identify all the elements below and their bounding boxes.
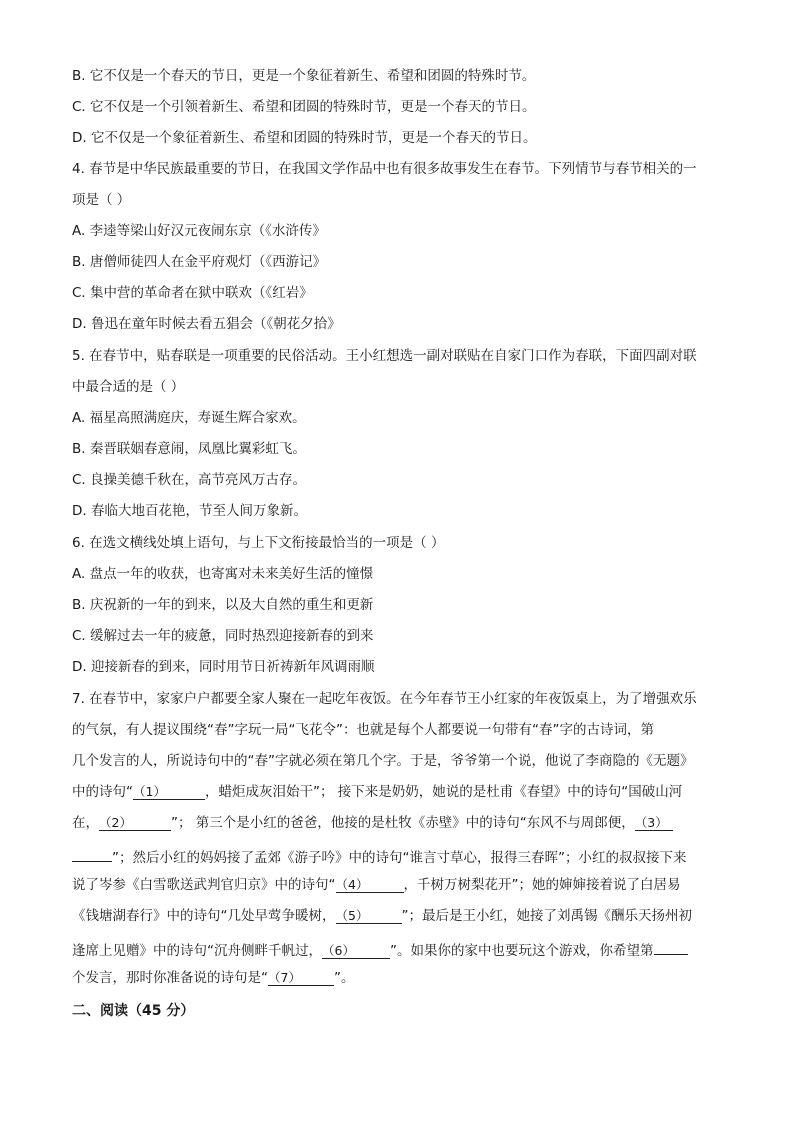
q7-text: ”；最后是王小红，她接了刘禹锡《酬乐天扬州初 — [401, 908, 692, 924]
q4-stem-line1: 4. 春节是中华民族最重要的节日，在我国文学作品中也有很多故事发生在春节。下列情节与春节相关的一 — [72, 161, 697, 177]
q7-line6 — [72, 844, 686, 868]
q7-line10 — [72, 968, 355, 988]
section-title-reading: 二、阅读（45 分） — [72, 1003, 195, 1019]
q5-stem-line1: 5. 在春节中，贴春联是一项重要的民俗活动。王小红想选一副对联贴在自家门口作为春联，下面四副对联 — [72, 348, 697, 364]
q7-line2: 的气氛，有人提议围绕“春”字玩一局“飞花令”：也就是每个人都要说一句带有“春”字的古诗词，第 — [72, 722, 654, 738]
q7-text: 在， — [72, 815, 99, 831]
q7-line4 — [72, 782, 682, 802]
q6-option-d: D. 迎接新春的到来，同时用节日祈祷新年风调雨顺 — [72, 659, 375, 675]
q7-text: 个发言，那时你准备说的诗句是“ — [72, 970, 268, 986]
q7-line7 — [72, 875, 681, 895]
q4-option-d: D. 鲁迅在童年时候去看五猖会（《朝花夕拾》 — [72, 316, 341, 332]
q5-option-c: C. 良操美德千秋在，高节亮风万古存。 — [72, 472, 307, 488]
q7-text: ，蜡炬成灰泪始干”； 接下来是奶奶，她说的是杜甫《春望》中的诗句“国破山河 — [205, 784, 683, 800]
q7-line9 — [72, 937, 688, 961]
q3-option-c: C. 它不仅是一个引领着新生、希望和团圆的特殊时节，更是一个春天的节日。 — [72, 99, 536, 115]
blank-6[interactable]: （6） — [322, 941, 390, 959]
q4-option-a: A. 李逵等梁山好汉元夜闹东京（《水浒传》 — [72, 223, 326, 239]
q7-text: ”； 第三个是小红的爸爸，他接的是杜牧《赤壁》中的诗句“东风不与周郎便， — [171, 815, 635, 831]
q7-text: ”；然后小红的妈妈接了孟郊《游子吟》中的诗句“谁言寸草心，报得三春晖”；小红的叔叔接下来 — [112, 850, 687, 866]
q6-stem: 6. 在选文横线处填上语句，与上下文衔接最恰当的一项是（ ） — [72, 535, 445, 551]
q7-line3: 几个发言的人，所说诗句中的“春”字就必须在第几个字。于是，爷爷第一个说，他说了李商隐的《无题》 — [72, 753, 694, 769]
q5-option-a: A. 福星高照满庭庆，寿诞生辉合家欢。 — [72, 410, 306, 426]
q7-text: 中的诗句“ — [72, 784, 133, 800]
q7-text: 《钱塘湖春行》中的诗句“几处早莺争暖树， — [72, 908, 336, 924]
q6-option-a: A. 盘点一年的收获，也寄寓对未来美好生活的憧憬 — [72, 566, 374, 582]
q6-option-b: B. 庆祝新的一年的到来，以及大自然的重生和更新 — [72, 597, 374, 613]
q4-option-b: B. 唐僧师徒四人在金平府观灯（《西游记》 — [72, 254, 327, 270]
q7-text: 说了岑参《白雪歌送武判官归京》中的诗句“ — [72, 877, 336, 893]
q5-option-b: B. 秦晋联姻春意闹，凤凰比翼彩虹飞。 — [72, 441, 306, 457]
q3-option-d: D. 它不仅是一个象征着新生、希望和团圆的特殊时节，更是一个春天的节日。 — [72, 130, 537, 146]
q7-line1: 7. 在春节中，家家户户都要全家人聚在一起吃年夜饭。在今年春节王小红家的年夜饭桌上，为了增强欢乐 — [72, 691, 697, 707]
q7-line8 — [72, 906, 692, 926]
q6-option-c: C. 缓解过去一年的疲惫，同时热烈迎接新春的到来 — [72, 628, 374, 644]
blank-7[interactable]: （7） — [268, 968, 334, 986]
q4-option-c: C. 集中营的革命者在狱中联欢（《红岩》 — [72, 285, 313, 301]
blank-3-continued[interactable] — [72, 844, 112, 862]
blank-5[interactable]: （5） — [336, 906, 402, 924]
q4-stem-line2: 项是（ ） — [72, 192, 131, 208]
q3-option-b: B. 它不仅是一个春天的节日，更是一个象征着新生、希望和团圆的特殊时节。 — [72, 68, 536, 84]
q7-text: ”。如果你的家中也要玩这个游戏，你希望第 — [390, 943, 654, 959]
blank-4[interactable]: （4） — [336, 875, 404, 893]
q5-stem-line2: 中最合适的是（ ） — [72, 379, 185, 395]
blank-1[interactable]: （1） — [133, 782, 205, 800]
q7-line5 — [72, 813, 673, 833]
q7-text: ，千树万树梨花开”；她的婶婶接着说了白居易 — [403, 877, 681, 893]
q5-option-d: D. 春临大地百花艳，节至人间万象新。 — [72, 503, 307, 519]
q7-text: ”。 — [334, 970, 355, 986]
blank-position[interactable] — [654, 937, 688, 955]
blank-2[interactable]: （2） — [99, 813, 171, 831]
q7-text: 逢席上见赠》中的诗句“沉舟侧畔千帆过， — [72, 943, 322, 959]
blank-3[interactable]: （3） — [635, 813, 673, 831]
